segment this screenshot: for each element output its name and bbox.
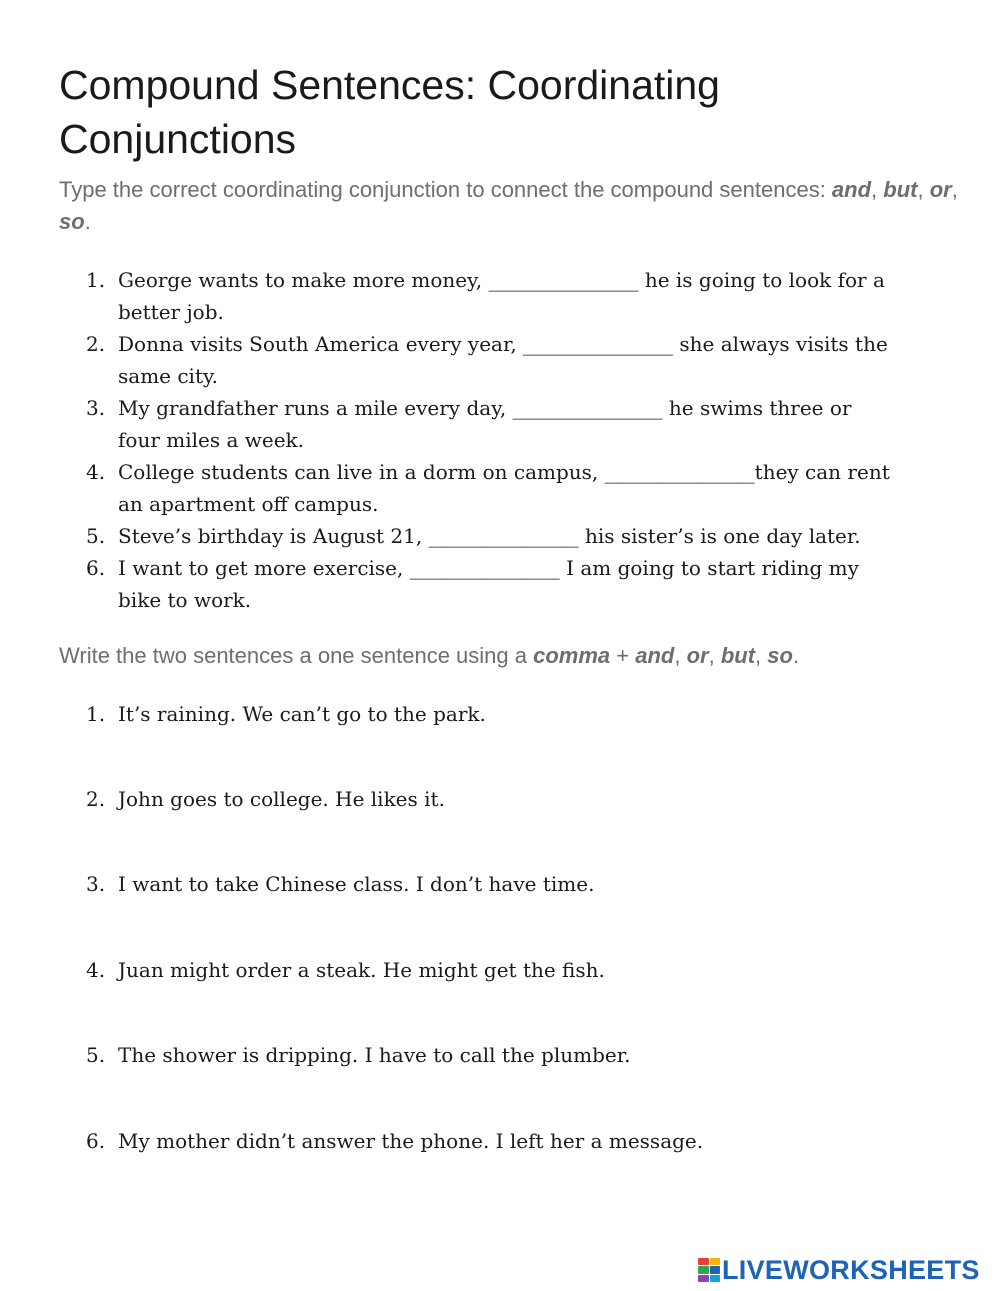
- list-item: [86, 868, 946, 900]
- liveworksheets-brand: [698, 1255, 980, 1285]
- conjunction-so: so: [767, 643, 793, 668]
- list-item: [86, 1039, 946, 1071]
- item-text[interactable]: I want to get more exercise, _______________ I am going to start riding my bike to work.: [118, 556, 859, 612]
- item-text[interactable]: Donna visits South America every year, _______________ she always visits the same city.: [118, 332, 888, 388]
- brand-name: LIVEWORKSHEETS: [722, 1254, 980, 1285]
- instruction-part1: Type the correct coordinating conjunction to connect the compound sentences: and, but, or, so.: [59, 177, 958, 234]
- item-text: John goes to college. He likes it.: [118, 787, 445, 811]
- item-number: 1.: [86, 268, 106, 292]
- instruction-part2: Write the two sentences a one sentence using a comma + and, or, but, so.: [59, 643, 800, 668]
- conjunction-so: so: [59, 209, 85, 234]
- item-text: My mother didn’t answer the phone. I left her a message.: [118, 1129, 704, 1153]
- item-number: 6.: [86, 1129, 106, 1153]
- item-text: The shower is dripping. I have to call the plumber.: [118, 1043, 631, 1067]
- item-number: 3.: [86, 872, 106, 896]
- list-item: [86, 698, 946, 730]
- item-text[interactable]: College students can live in a dorm on campus, _______________they can rent an apartment off campus.: [118, 460, 890, 516]
- item-number: 1.: [86, 702, 106, 726]
- item-text: I want to take Chinese class. I don’t have time.: [118, 872, 595, 896]
- item-text[interactable]: George wants to make more money, _______________ he is going to look for a better job.: [118, 268, 885, 324]
- item-number: 5.: [86, 1043, 106, 1067]
- item-text[interactable]: My grandfather runs a mile every day, _______________ he swims three or four miles a week.: [118, 396, 852, 452]
- item-text[interactable]: Steve’s birthday is August 21, _______________ his sister’s is one day later.: [118, 524, 861, 548]
- list-item: [86, 392, 946, 456]
- list-item: [86, 328, 946, 392]
- item-number: 5.: [86, 524, 106, 548]
- list-item: [86, 520, 946, 552]
- item-text: Juan might order a steak. He might get the fish.: [118, 958, 605, 982]
- conjunction-or: or: [686, 643, 709, 668]
- item-number: 2.: [86, 787, 106, 811]
- list-item: [86, 456, 946, 520]
- list-item: [86, 264, 946, 328]
- list-item: [86, 783, 946, 815]
- conjunction-but: but: [720, 643, 756, 668]
- page-title: Compound Sentences: Coordinating Conjunctions: [59, 62, 720, 162]
- list-item: [86, 954, 946, 986]
- conjunction-or: or: [929, 177, 952, 202]
- conjunction-but: but: [883, 177, 918, 202]
- liveworksheets-logo-icon: [698, 1258, 720, 1282]
- comma-label: comma: [533, 643, 611, 668]
- instruction-text: Write the two sentences a one sentence using a: [59, 643, 534, 668]
- item-number: 3.: [86, 396, 106, 420]
- item-number: 6.: [86, 556, 106, 580]
- item-text: It’s raining. We can’t go to the park.: [118, 702, 486, 726]
- item-number: 2.: [86, 332, 106, 356]
- conjunction-and: and: [831, 177, 872, 202]
- instruction-text: Type the correct coordinating conjunction to connect the compound sentences:: [59, 177, 832, 202]
- item-number: 4.: [86, 460, 106, 484]
- conjunction-and: and: [635, 643, 675, 668]
- list-item: [86, 1125, 946, 1157]
- list-item: [86, 552, 946, 616]
- item-number: 4.: [86, 958, 106, 982]
